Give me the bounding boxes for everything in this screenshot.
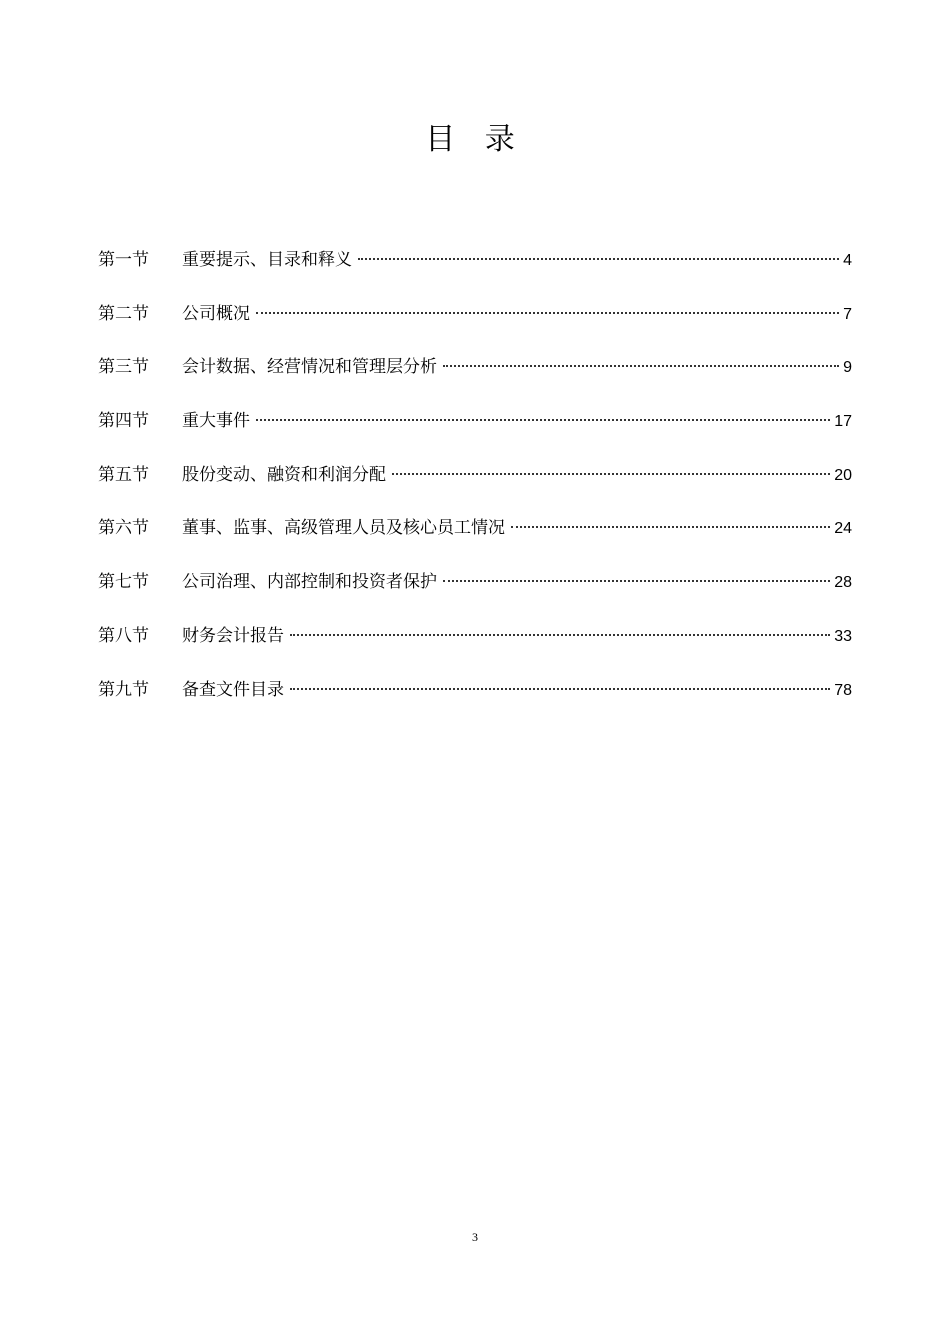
toc-entry-title: 股份变动、融资和利润分配 — [182, 464, 386, 485]
toc-entry-5[interactable] — [98, 456, 852, 510]
toc-page-number: 7 — [843, 305, 852, 323]
toc-page-number: 78 — [834, 681, 852, 699]
toc-entry-title: 财务会计报告 — [182, 625, 284, 646]
toc-entry-6[interactable] — [98, 509, 852, 563]
toc-entry-title: 公司概况 — [182, 303, 250, 324]
toc-page-number: 17 — [834, 413, 852, 431]
toc-section-label: 第六节 — [98, 518, 149, 539]
toc-section-label: 第二节 — [98, 303, 149, 324]
toc-page-number: 20 — [834, 466, 852, 484]
toc-leader-dots — [392, 473, 830, 475]
toc-leader-dots — [511, 526, 830, 528]
toc-leader-dots — [290, 634, 830, 636]
toc-entry-3[interactable] — [98, 348, 852, 402]
toc-section-label: 第一节 — [98, 250, 149, 270]
toc-page-number: 24 — [834, 520, 852, 538]
page-title: 目 录 — [425, 122, 525, 157]
toc-entry-title: 重要提示、目录和释义 — [182, 250, 352, 270]
toc-entry-1[interactable] — [98, 241, 852, 295]
toc-section-label: 第九节 — [98, 679, 149, 700]
toc-section-label: 第五节 — [98, 464, 149, 485]
toc-entry-8[interactable] — [98, 617, 852, 671]
toc-leader-dots — [443, 580, 830, 582]
toc-leader-dots — [443, 365, 839, 367]
toc-entry-9[interactable] — [98, 671, 852, 725]
toc-leader-dots — [290, 688, 830, 690]
toc-entry-title: 公司治理、内部控制和投资者保护 — [182, 572, 437, 593]
toc-page-number: 33 — [834, 627, 852, 645]
toc-leader-dots — [256, 419, 830, 421]
toc-page-number: 4 — [843, 252, 852, 269]
toc-leader-dots — [256, 312, 839, 314]
toc-entry-4[interactable] — [98, 402, 852, 456]
toc-section-label: 第七节 — [98, 572, 149, 593]
toc-section-label: 第四节 — [98, 411, 149, 432]
toc-entry-7[interactable] — [98, 563, 852, 617]
toc-entry-2[interactable] — [98, 295, 852, 349]
toc-section-label: 第八节 — [98, 625, 149, 646]
toc-entry-title: 备查文件目录 — [182, 679, 284, 700]
toc-section-label: 第三节 — [98, 357, 149, 378]
toc-leader-dots — [358, 258, 839, 260]
table-of-contents — [98, 241, 852, 724]
toc-entry-title: 重大事件 — [182, 411, 250, 432]
toc-page-number: 9 — [843, 359, 852, 377]
page-footer-number: 3 — [472, 1230, 478, 1244]
toc-entry-title: 会计数据、经营情况和管理层分析 — [182, 357, 437, 378]
toc-entry-title: 董事、监事、高级管理人员及核心员工情况 — [182, 518, 505, 539]
toc-page-number: 28 — [834, 574, 852, 592]
